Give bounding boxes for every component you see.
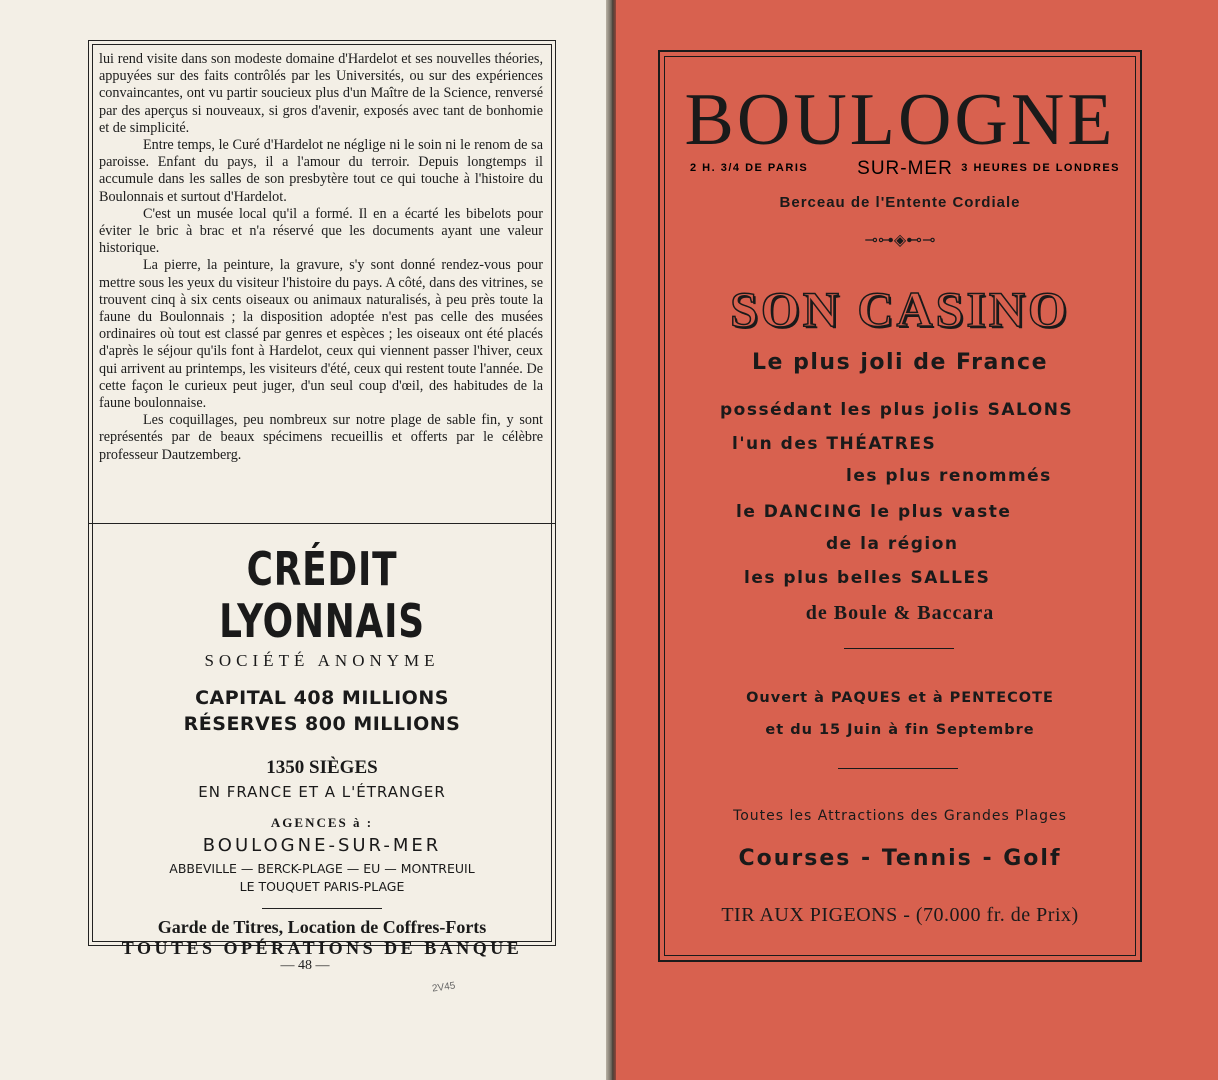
ad-operations: TOUTES OPÉRATIONS DE BANQUE: [121, 938, 523, 958]
paragraph: La pierre, la peinture, la gravure, s'y sont donné rendez-vous pour mettre sous les yeux du visiteur l'histoire du pays. A côté, dans des vitrines, se trouvent cinq à six cents oiseaux ou animaux naturalisés, à peu près toute la faune du Boulonnais ; la disposition adoptée n'est pas celle des musées ordinaires où tout est classé par genres et espèces ; les oiseaux ont été placés d'après le séjour qu'ils font à Hardelot, ceux qui viennent passer l'hiver, ceux qui arrivent au printemps, les visiteurs d'été, ceux qui restent toute l'année. De cette façon le curieux peut juger, d'un seul coup d'œil, des habitudes de la faune boulonnaise.: [99, 257, 543, 412]
divider: [838, 768, 958, 769]
page-number: — 48 —: [280, 958, 330, 973]
ad-capital: CAPITAL 408 MILLIONS: [195, 687, 449, 709]
berceau-tagline: Berceau de l'Entente Cordiale: [779, 194, 1021, 211]
feature-line: le DANCING le plus vaste: [736, 502, 1012, 522]
casino-subtitle: Le plus joli de France: [752, 350, 1048, 375]
casino-ad: [658, 50, 1142, 962]
ad-france: EN FRANCE ET A L'ÉTRANGER: [198, 783, 446, 801]
credit-lyonnais-ad: [89, 527, 555, 959]
london-distance: 3 HEURES DE LONDRES: [961, 162, 1120, 174]
paragraph: Entre temps, le Curé d'Hardelot ne néglige ni le soin ni le renom de sa paroisse. Enfant du pays, il a l'amour du terroir. Depuis longtemps il accumule dans les salles de son presbytère tout ce qui touche à l'histoire du Boulonnais et surtout d'Hardelot.: [99, 137, 543, 205]
ad-main-town: BOULOGNE-SUR-MER: [202, 835, 442, 856]
pigeon-shooting: TIR AUX PIGEONS - (70.000 fr. de Prix): [721, 904, 1079, 926]
ad-towns: ABBEVILLE — BERCK-PLAGE — EU — MONTREUIL: [169, 861, 475, 876]
divider: [844, 648, 954, 649]
ad-agences: AGENCES à :: [270, 815, 374, 830]
paragraph: lui rend visite dans son modeste domaine d'Hardelot et ses nouvelles théories, appuyées sur des faits contrôlés par les Universités, ou sur des expériences convaincantes, ont vu partir soucieux plus d'un Maître de la Science, renversé par des aperçus si nouveaux, si gros d'avenir, exposés avec tant de bonhomie et de simplicité.: [99, 51, 543, 136]
ad-town-title: BOULOGNE: [684, 79, 1116, 161]
attractions: Toutes les Attractions des Grandes Plages: [733, 808, 1067, 824]
ad-towns: LE TOUQUET PARIS-PLAGE: [239, 879, 405, 894]
paris-distance: 2 H. 3/4 DE PARIS: [690, 162, 809, 174]
sur-mer: SUR-MER: [857, 158, 953, 179]
ad-reserves: RÉSERVES 800 MILLIONS: [183, 713, 461, 735]
article-text: [99, 51, 543, 464]
paragraph: Les coquillages, peu nombreux sur notre plage de sable fin, y sont représentés par de beaux spécimens recueillis et offerts par le célèbre professeur Dautzemberg.: [99, 412, 543, 463]
ad-short-rule: [262, 908, 382, 909]
pencil-mark: 2V45: [431, 980, 457, 995]
feature-line: les plus belles SALLES: [744, 568, 991, 588]
feature-line: possédant les plus jolis SALONS: [720, 400, 1074, 420]
paragraph: C'est un musée local qu'il a formé. Il en a écarté les bibelots pour éviter le bric à brac et n'a réservé que les documents ayant une valeur historique.: [99, 205, 543, 257]
opening-dates: Ouvert à PAQUES et à PENTECOTE: [746, 690, 1054, 706]
ad-divider: [89, 523, 555, 524]
ornament-icon: ⊸⊶◈⊷⊸: [864, 232, 936, 249]
boule-baccara: de Boule & Baccara: [805, 602, 995, 624]
ad-subtitle: SOCIÉTÉ ANONYME: [204, 651, 440, 670]
sports: Courses - Tennis - Golf: [738, 846, 1062, 871]
feature-line: les plus renommés: [846, 466, 1052, 486]
opening-dates: et du 15 Juin à fin Septembre: [765, 722, 1035, 738]
casino-title: SON CASINO: [730, 281, 1070, 337]
ad-sieges: 1350 SIÈGES: [266, 757, 378, 778]
feature-line: l'un des THÉATRES: [732, 434, 937, 454]
left-page-frame: [88, 40, 556, 958]
ad-title: CRÉDIT LYONNAIS: [219, 542, 425, 648]
ad-garde: Garde de Titres, Location de Coffres-Forts: [157, 917, 487, 937]
feature-line: de la région: [826, 534, 959, 554]
